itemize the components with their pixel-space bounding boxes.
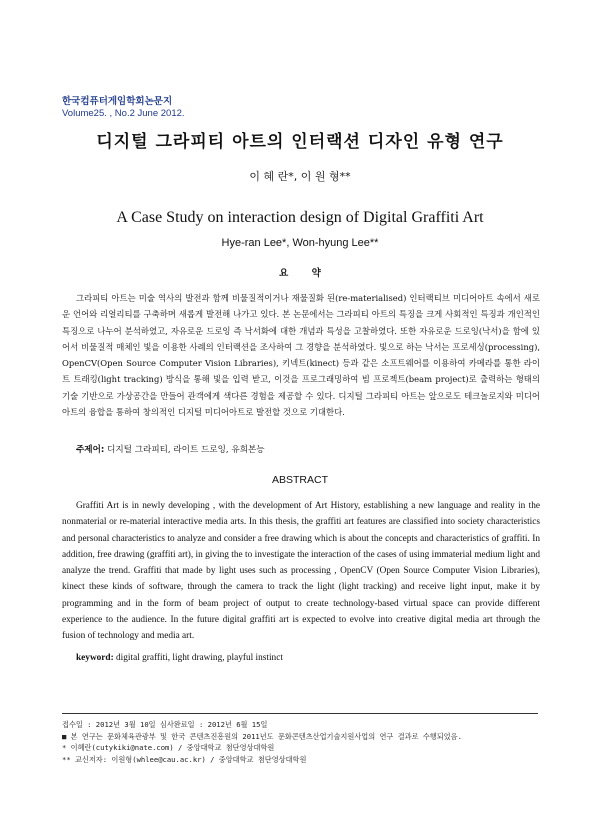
abstract-korean: 그라피티 아트는 미술 역사의 발전과 함께 비물질적이거나 재물질화 된(re-materialised) 인터랙티브 미디어아트 속에서 새로운 언어와 리얼리티를 구축하며 새롭게 발전해 나가고 있다. 본 논문에서는 그라피티 아트의 특징을 크게 사회적인 특징과 개인적인 특징으로 나누어 분석하였고, 자유로운 드로잉 즉 낙서화에 대한 개념과 특성을 고찰하였다. 또한 자유로운 드로잉(낙서)을 함에 있어서 비물질적 매체인 빛을 이용한 사례의 인터랙션을 조사하여 그 경향을 분석하였다. 빛으로 하는 낙서는 프로세싱(processing), OpenCV(Open Source Computer Vision Libraries), 키넥트(kinect) 등과 같은 소프트웨어를 이용하여 카메라를 통한 라이트 트래킹(light tracking) 방식을 통해 빛을 입력 받고, 이것을 프로그래밍하여 빔 프로젝트(beam project)로 출력하는 형태의 기술 기반으로 가상공간을 만들어 관객에게 색다른 경험을 제공할 수 있다. 디지털 그라피티 아트는 앞으로도 테크놀로지와 미디어아트의 융합을 통하여 창의적인 디지털 미디어아트로 발전할 것으로 기대한다. bbox=[62, 293, 540, 418]
paper-title-english: A Case Study on interaction design of Digital Graffiti Art bbox=[116, 209, 484, 226]
keywords-english bbox=[76, 652, 283, 664]
authors-english: Hye-ran Lee*, Won-hyung Lee** bbox=[221, 237, 379, 249]
journal-header bbox=[62, 96, 185, 120]
footnotes bbox=[62, 719, 542, 766]
footnote-corresponding-author: ** 교신저자: 이원형(whlee@cau.ac.kr) / 중앙대학교 첨단영상대학원 bbox=[62, 755, 307, 765]
footnote-author-first: * 이혜란(cutykiki@nate.com) / 중앙대학교 첨단영상대학원 bbox=[62, 743, 275, 753]
keywords-korean bbox=[76, 444, 265, 456]
abstract-english: Graffiti Art is in newly developing , with the development of Art History, establishing a new language and reality in the nonmaterial or re-material interactive media arts. In this thesis, the graffiti art features are classified into society characteristics and personal characteristics to analyze and consider a free drawing which is about the concepts and characteristics of graffiti. In addition, free drawing (graffiti art), in giving the to investigate the interaction of the cases of using immaterial medium light and analyze the trend. Graffiti that made by light uses such as processing , OpenCV (Open Source Computer Vision Libraries), kinect these kinds of software, through the camera to track the light (light tracking) and receive light input, make it by programming and in the form of beam project of output to create technology-based virtual space can provide different experience to the audience. In the future digital graffiti art is expected to evolve into creative digital media art through the fusion of technology and media art. bbox=[62, 501, 540, 642]
abstract-heading: ABSTRACT bbox=[271, 474, 328, 486]
keywords-korean-label: 주제어: bbox=[76, 445, 105, 455]
summary-heading: 요 약 bbox=[279, 268, 331, 279]
footnote-received-date: 접수일 : 2012년 3월 10일 심사완료일 : 2012년 6월 15일 bbox=[62, 720, 268, 729]
keywords-english-label: keyword: bbox=[76, 653, 114, 663]
journal-name: 한국컴퓨터게임학회논문지 bbox=[62, 96, 173, 107]
keywords-english-text: digital graffiti, light drawing, playful instinct bbox=[113, 653, 283, 663]
footnote-funding: ■ 본 연구는 문화체육관광부 및 한국 콘텐츠진흥원의 2011년도 문화콘텐츠산업기술지원사업의 연구 결과로 수행되었음. bbox=[62, 731, 462, 741]
keywords-korean-text: 디지털 그라피티, 라이트 드로잉, 유희본능 bbox=[104, 445, 265, 455]
authors-korean: 이 혜 란*, 이 원 형** bbox=[249, 170, 351, 183]
paper-title-korean: 디지털 그라피티 아트의 인터랙션 디자인 유형 연구 bbox=[96, 132, 504, 152]
footnote-divider bbox=[62, 713, 538, 714]
journal-issue: Volume25. , No.2 June 2012. bbox=[62, 108, 185, 119]
